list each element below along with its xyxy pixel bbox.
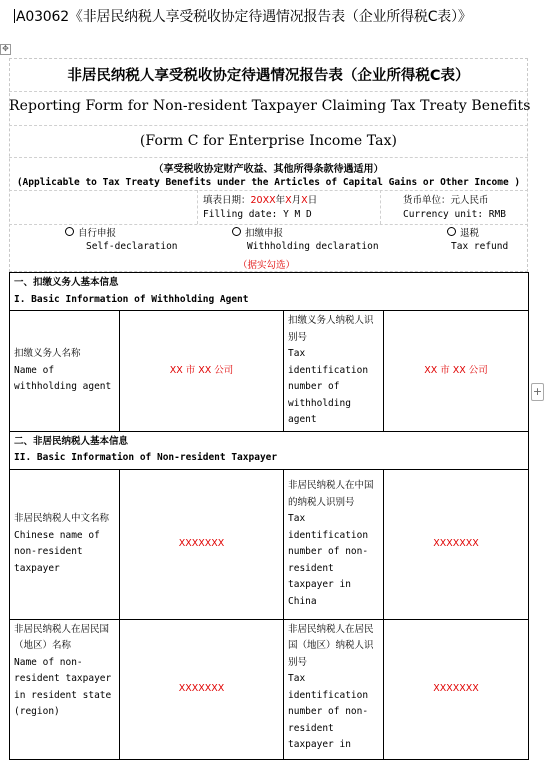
china-tax-id-label: 非居民纳税人在中国的纳税人识别号 Tax identification number of non-resident taxpayer in China: [284, 469, 384, 619]
report-form-table: [9, 272, 529, 760]
resident-state-name-value[interactable]: XXXXXXX: [120, 619, 284, 759]
option-withholding-en: Withholding declaration: [247, 241, 379, 252]
table-row: [10, 619, 529, 759]
china-tax-id-value[interactable]: XXXXXXX: [384, 469, 529, 619]
currency-zh: 货币单位：元人民币: [403, 195, 489, 206]
separator: [9, 190, 528, 191]
table-row: [10, 469, 529, 619]
subtitle-en: (Applicable to Tax Treaty Benefits under the Articles of Capital Gains or Other Income ): [16, 177, 521, 188]
fill-date-en: Filling date: Y M D: [203, 209, 312, 220]
doc-header: [14, 6, 472, 26]
resident-state-tax-id-label: 非居民纳税人在居民国（地区）纳税人识别号 Tax identification number of non-resident taxpayer in: [284, 619, 384, 759]
add-row-icon[interactable]: +: [531, 383, 544, 401]
fill-date: 填表日期：20XX年X月X日: [203, 195, 318, 206]
resident-state-name-label: 非居民纳税人在居民国（地区）名称 Name of non-resident taxpayer in resident state (region): [10, 619, 120, 759]
separator: [9, 91, 528, 92]
option-tax-refund[interactable]: 退税: [447, 225, 479, 239]
withholding-agent-name-label: 扣缴义务人名称 Name of withholding agent: [10, 311, 120, 432]
chinese-name-label: 非居民纳税人中文名称 Chinese name of non-resident taxpayer: [10, 469, 120, 619]
section1-header: 一、扣缴义务人基本信息 I. Basic Information of Withholding Agent: [10, 273, 529, 311]
chinese-name-value[interactable]: XXXXXXX: [120, 469, 284, 619]
option-withholding[interactable]: 扣缴申报: [232, 225, 283, 239]
title-en-1: Reporting Form for Non-resident Taxpayer Claiming Tax Treaty Benefits: [9, 98, 531, 114]
section2-header-row: [10, 431, 529, 469]
currency-en: Currency unit: RMB: [403, 209, 506, 220]
section1-header-row: [10, 273, 529, 311]
radio-icon[interactable]: [65, 227, 74, 236]
radio-icon[interactable]: [447, 227, 456, 236]
table-row: [10, 311, 529, 432]
resident-state-tax-id-value[interactable]: XXXXXXX: [384, 619, 529, 759]
select-hint: （据实勾选）: [238, 260, 296, 271]
table-move-handle-icon[interactable]: ✥: [0, 44, 11, 55]
doc-header-text: A03062《非居民纳税人享受税收协定待遇情况报告表（企业所得税C表）》: [16, 9, 472, 25]
subtitle-zh: （享受税收协定财产收益、其他所得条款待遇适用）: [153, 164, 384, 175]
title-en-2: (Form C for Enterprise Income Tax): [139, 133, 398, 149]
separator: [197, 190, 198, 224]
separator: [380, 190, 381, 224]
radio-icon[interactable]: [232, 227, 241, 236]
title-zh: 非居民纳税人享受税收协定待遇情况报告表（企业所得税C表）: [67, 68, 470, 84]
withholding-agent-name-value[interactable]: XX 市 XX 公司: [120, 311, 284, 432]
section2-header: 二、非居民纳税人基本信息 II. Basic Information of Non-resident Taxpayer: [10, 431, 529, 469]
separator: [9, 157, 528, 158]
text-cursor: [14, 9, 15, 23]
withholding-agent-id-value[interactable]: XX 市 XX 公司: [384, 311, 529, 432]
option-self-declaration[interactable]: 自行申报: [65, 225, 116, 239]
option-self-declaration-en: Self-declaration: [86, 241, 178, 252]
withholding-agent-id-label: 扣缴义务人纳税人识别号 Tax identification number of withholding agent: [284, 311, 384, 432]
option-tax-refund-en: Tax refund: [451, 241, 509, 252]
separator: [9, 125, 528, 126]
